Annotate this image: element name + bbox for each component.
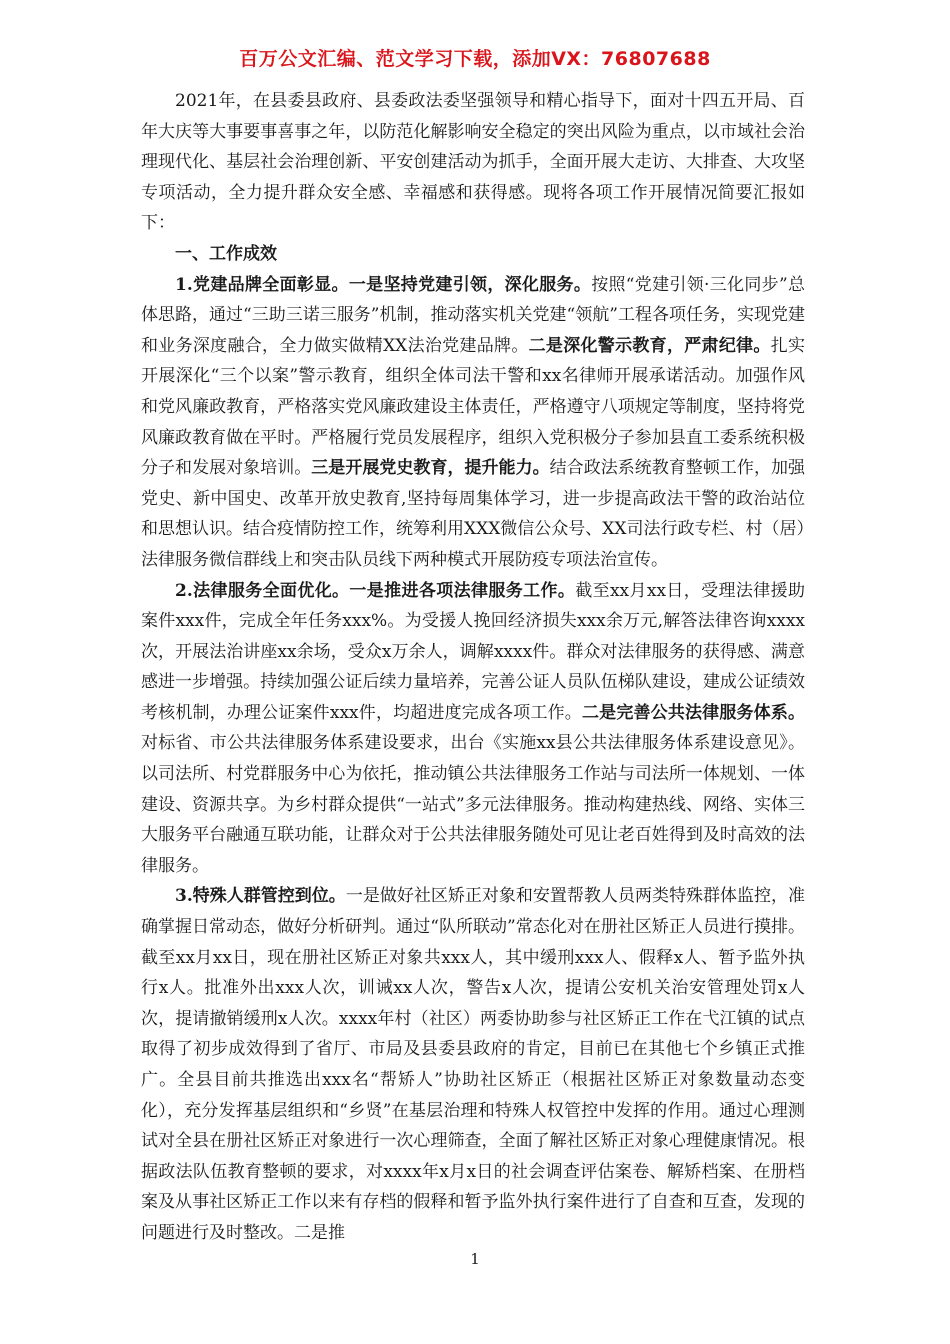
paragraph-subheading: 二是深化警示教育，严肃纪律。 [528,335,771,356]
paragraph-text: 按照“党建引领·三化同步”总体思路，通过“三助三诺三服务”机制，推动落实机关党建“领航”工程各项任务，实现党建和业务深度融合，全力做实做精XX法治党建品牌。 [141,274,805,356]
paragraph-heading: 2.法律服务全面优化。一是推进各项法律服务工作。 [175,580,576,601]
paragraph-legal-services [141,576,805,882]
paragraph-party-building [141,270,805,576]
intro-paragraph: 2021年，在县委县政府、县委政法委坚强领导和精心指导下，面对十四五开局、百年大庆等大事要事喜事之年，以防范化解影响安全稳定的突出风险为重点，以市域社会治理现代化、基层社会治理创新、平安创建活动为抓手，全面开展大走访、大排查、大攻坚专项活动，全力提升群众安全感、幸福感和获得感。现将各项工作开展情况简要汇报如下： [141,91,805,234]
section-heading-text: 一、工作成效 [175,243,277,264]
document-body [141,86,805,1249]
paragraph-subheading: 二是完善公共法律服务体系。 [581,702,806,723]
paragraph-special-groups [141,881,805,1248]
paragraph-text: 结合政法系统教育整顿工作，加强党史、新中国史、改革开放史教育,坚持每周集体学习，进一步提高政法干警的政治站位和思想认识。结合疫情防控工作，统筹利用XXX微信公众号、XX司法行政专栏、村（居）法律服务微信群线上和突击队员线下两种模式开展防疫专项法治宣传。 [141,458,806,570]
page-number: 1 [470,1250,480,1268]
paragraph-text: 一是做好社区矫正对象和安置帮教人员两类特殊群体监控，准确掌握日常动态，做好分析研判。通过“队所联动”常态化对在册社区矫正人员进行摸排。截至xx月xx日，现在册社区矫正对象共xxx人，其中缓刑xxx人、假释x人、暂予监外执行x人。批准外出xxx人次，训诫xx人次，警告x人次，提请公安机关治安管理处罚x人次，提请撤销缓刑x人次。xxxx年村（社区）两委协助参与社区矫正工作在弋江镇的试点取得了初步成效得到了省厅、市局及县委县政府的肯定，目前已在其他七个乡镇正式推广。全县目前共推选出xxx名“帮矫人”协助社区矫正（根据社区矫正对象数量动态变化），充分发挥基层组织和“乡贤”在基层治理和特殊人权管控中发挥的作用。通过心理测试对全县在册社区矫正对象进行一次心理筛查，全面了解社区矫正对象心理健康情况。根据政法队伍教育整顿的要求，对xxxx年x月x日的社会调查评估案卷、解矫档案、在册档案及从事社区矫正工作以来有存档的假释和暂予监外执行案件进行了自查和互查，发现的问题进行及时整改。二是推 [141,886,806,1243]
paragraph-heading: 3.特殊人群管控到位。 [175,886,346,907]
paragraph-subheading: 三是开展党史教育，提升能力。 [311,458,550,479]
paragraph-text: 扎实开展深化“三个以案”警示教育，组织全体司法干警和xx名律师开展承诺活动。加强作风和党风廉政教育，严格落实党风廉政建设主体责任，严格遵守八项规定等制度，坚持将党风廉政教育做在平时。严格履行党员发展程序，组织入党积极分子参加县直工委系统积极分子和发展对象培训。 [141,335,806,479]
header-title: 百万公文汇编、范文学习下载，添加VX：76807688 [239,48,711,70]
paragraph-heading: 1.党建品牌全面彰显。一是坚持党建引领，深化服务。 [175,274,592,295]
paragraph-text: 对标省、市公共法律服务体系建设要求，出台《实施xx县公共法律服务体系建设意见》。以司法所、村党群服务中心为依托，推动镇公共法律服务工作站与司法所一体规划、一体建设、资源共享。为乡村群众提供“一站式”多元法律服务。推动构建热线、网络、实体三大服务平台融通互联功能，让群众对于公共法律服务随处可见让老百姓得到及时高效的法律服务。 [141,733,805,876]
paragraph-text: 截至xx月xx日，受理法律援助案件xxx件，完成全年任务xxx%。为受援人挽回经济损失xxx余万元,解答法律咨询xxxx次，开展法治讲座xx余场，受众x万余人，调解xxxx件。群众对法律服务的获得感、满意感进一步增强。持续加强公证后续力量培养，完善公证人员队伍梯队建设，建成公证绩效考核机制，办理公证案件xxx件，均超进度完成各项工作。 [141,580,805,723]
section-heading [141,239,805,270]
